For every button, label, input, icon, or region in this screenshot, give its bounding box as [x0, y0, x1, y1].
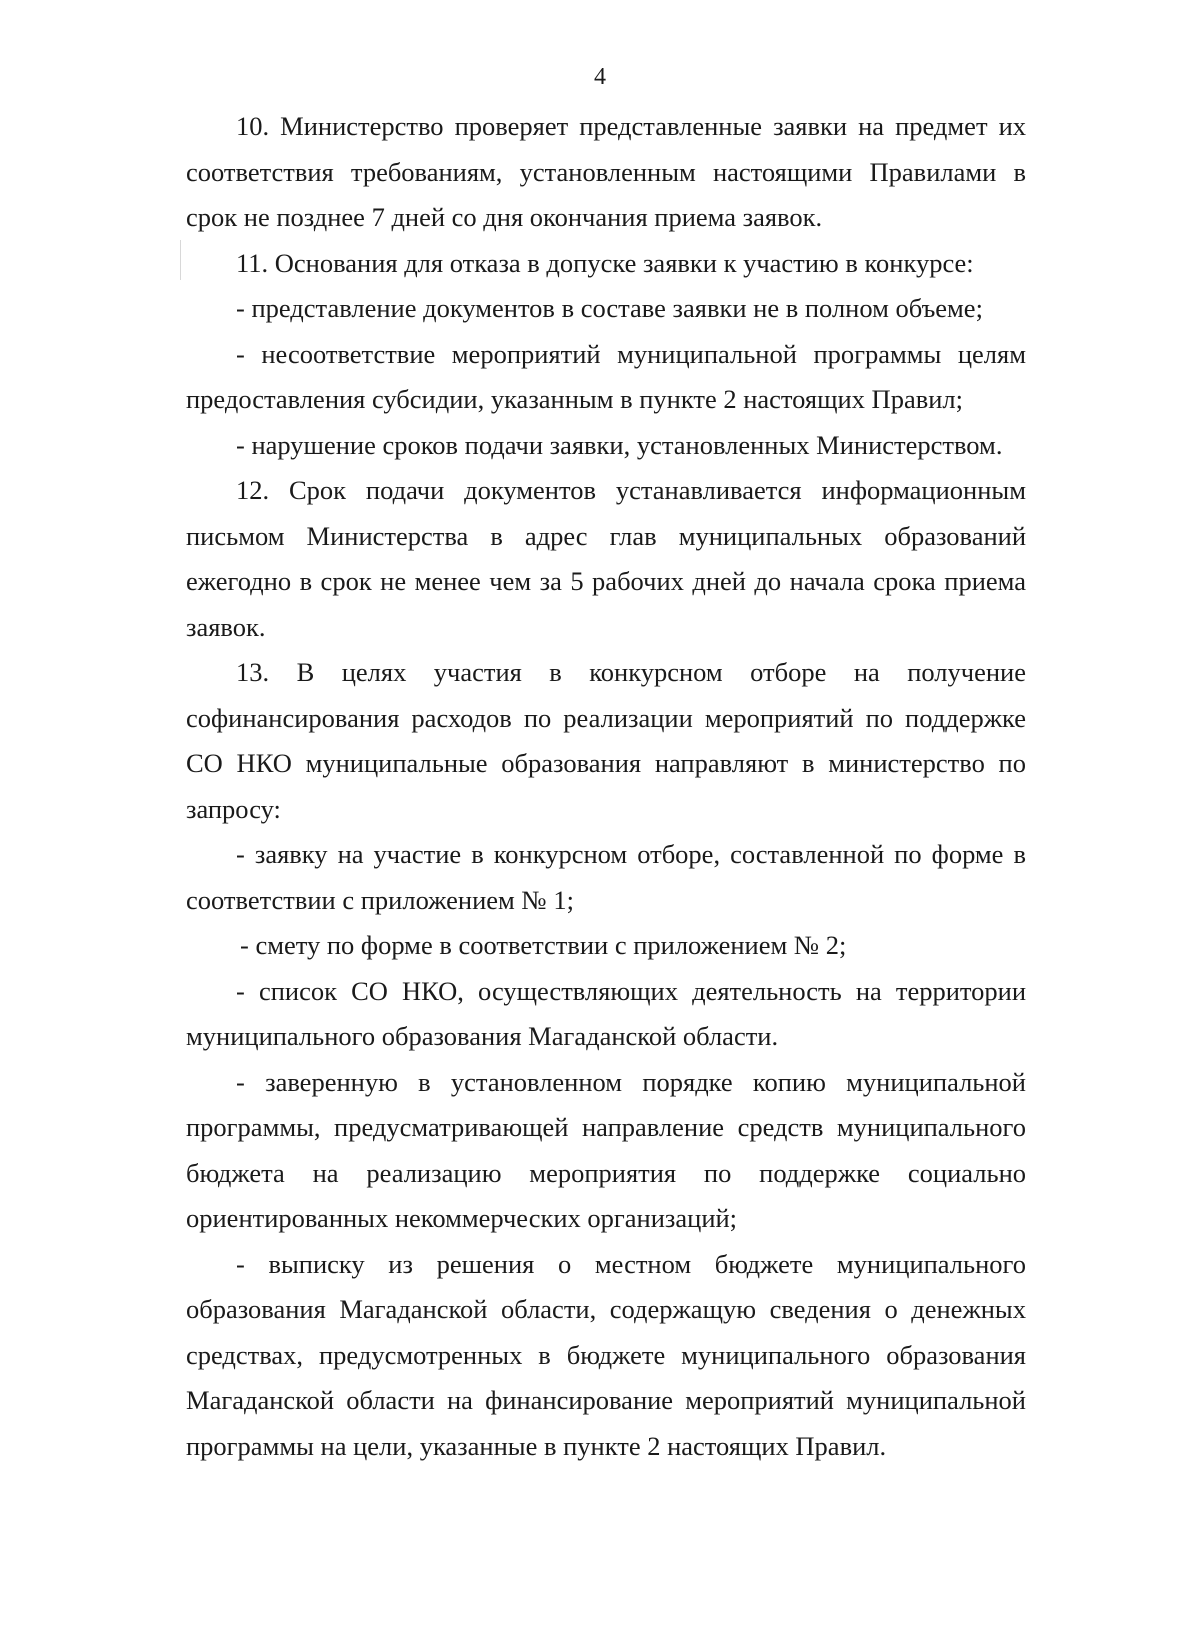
- paragraph-13: 13. В целях участия в конкурсном отборе на получение софинансирования расходов по реализации мероприятий по поддержке СО НКО муниципальные образования направляют в министерство по запросу:: [186, 657, 1026, 824]
- list-item-nko-list: - список СО НКО, осуществляющих деятельность на территории муниципального образования Магаданской области.: [186, 975, 1026, 1051]
- list-item-estimate: - смету по форме в соответствии с приложением № 2;: [240, 930, 847, 960]
- list-item-deadline-violation: - нарушение сроков подачи заявки, установленных Министерством.: [236, 429, 1003, 460]
- paragraph-12: 12. Срок подачи документов устанавливается информационным письмом Министерства в адрес глав муниципальных образований ежегодно в срок не менее чем за 5 рабочих дней до начала срока приема заявок.: [186, 475, 1026, 642]
- document-body: [186, 104, 1026, 1469]
- list-item-program-mismatch: - несоответствие мероприятий муниципальной программы целям предоставления субсидии, указанным в пункте 2 настоящих Правил;: [186, 338, 1026, 414]
- scan-margin-mark: [180, 240, 181, 280]
- list-item-program-copy: - заверенную в установленном порядке копию муниципальной программы, предусматривающей направление средств муниципального бюджета на реализацию мероприятия по поддержке социально ориентированных некоммерческих организаций;: [186, 1066, 1026, 1233]
- list-item-application: - заявку на участие в конкурсном отборе, составленной по форме в соответствии с приложением № 1;: [186, 839, 1026, 915]
- list-item-incomplete-documents: - представление документов в составе заявки не в полном объеме;: [236, 293, 983, 323]
- paragraph-10: 10. Министерство проверяет представленные заявки на предмет их соответствия требованиям, установленным настоящими Правилами в срок не позднее 7 дней со дня окончания приема заявок.: [186, 111, 1026, 232]
- paragraph-11: 11. Основания для отказа в допуске заявки к участию в конкурсе:: [236, 247, 974, 278]
- list-item-budget-extract: - выписку из решения о местном бюджете муниципального образования Магаданской области, содержащую сведения о денежных средствах, предусмотренных в бюджете муниципального образования Магаданской области на финансирование мероприятий муниципальной программы на цели, указанные в пункте 2 настоящих Правил.: [186, 1248, 1026, 1461]
- page-number: 4: [594, 64, 606, 90]
